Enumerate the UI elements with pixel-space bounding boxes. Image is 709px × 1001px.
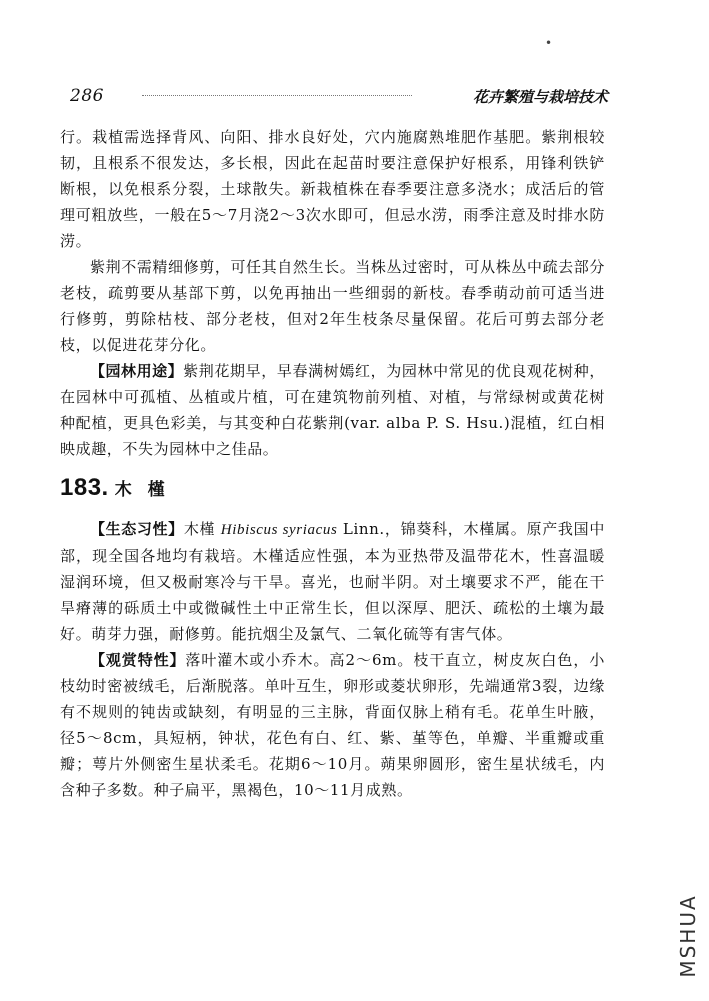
page-number: 286 [70, 86, 104, 106]
label-ecology: 【生态习性】 [90, 520, 184, 538]
page-header [70, 86, 610, 112]
paragraph-ecology [60, 516, 605, 647]
text-ecology-lead: 木槿 [183, 520, 216, 538]
paragraph-landscape-use [60, 358, 605, 462]
running-title: 花卉繁殖与栽培技术 [472, 88, 608, 106]
section-number: 183. [60, 474, 109, 501]
label-ornamental: 【观赏特性】 [90, 651, 186, 669]
section-heading [60, 472, 605, 504]
text-ornamental: 落叶灌木或小乔木。高2～6m。枝干直立，树皮灰白色，小枝幼时密被绒毛，后渐脱落。单叶互生，卵形或菱状卵形，先端通常3裂，边缘有不规则的钝齿或缺刻，有明显的三主脉，背面仅脉上稍有毛。花单生叶腋，径5～8cm，具短柄，钟状，花色有白、红、紫、堇等色，单瓣、半重瓣或重瓣；萼片外侧密生星状柔毛。花期6～10月。蒴果卵圆形，密生星状绒毛，内含种子多数。种子扁平，黑褐色，10～11月成熟。 [60, 651, 605, 799]
watermark-text: MSHUA [676, 894, 700, 978]
paragraph-ornamental [60, 647, 605, 803]
corner-mark: • [545, 36, 553, 50]
watermark [676, 888, 700, 984]
paragraph-planting: 行。栽植需选择背风、向阳、排水良好处，穴内施腐熟堆肥作基肥。紫荆根较韧，且根系不很发达，多长根，因此在起苗时要注意保护好根系，用锋利铁铲断根，以免根系分裂，土球散失。新栽植株在春季要注意多浇水；成活后的管理可粗放些，一般在5～7月浇2～3次水即可，但忌水涝，雨季注意及时排水防涝。 [60, 128, 605, 250]
latin-binomial: Hibiscus syriacus [220, 522, 338, 538]
paragraph-pruning: 紫荆不需精细修剪，可任其自然生长。当株丛过密时，可从株丛中疏去部分老枝，疏剪要从基部下剪，以免再抽出一些细弱的新枝。春季萌动前可适当进行修剪，剪除枯枝、部分老枝，但对2年生枝条尽量保留。花后可剪去部分老枝，以促进花芽分化。 [60, 258, 605, 354]
text-landscape-use: 紫荆花期早，早春满树嫣红，为园林中常见的优良观花树种，在园林中可孤植、丛植或片植，可在建筑物前列植、对植，与常绿树或黄花树种配植，更具色彩美，与其变种白花紫荆(var. alba P. S. Hsu.)混植，红白相映成趣，不失为园林中之佳品。 [60, 362, 605, 458]
section-title: 木槿 [114, 480, 181, 500]
header-leader-line [142, 95, 412, 96]
label-landscape-use: 【园林用途】 [90, 362, 184, 380]
page-body [60, 124, 605, 803]
text-ecology: Linn.，锦葵科，木槿属。原产我国中部，现全国各地均有栽培。木槿适应性强，本为亚热带及温带花木，性喜温暖湿润环境，但又极耐寒冷与干旱。喜光，也耐半阴。对土壤要求不严，能在干旱瘠薄的砾质土中或微碱性土中正常生长，但以深厚、肥沃、疏松的土壤为最好。萌芽力强，耐修剪。能抗烟尘及氯气、二氧化硫等有害气体。 [60, 520, 606, 643]
